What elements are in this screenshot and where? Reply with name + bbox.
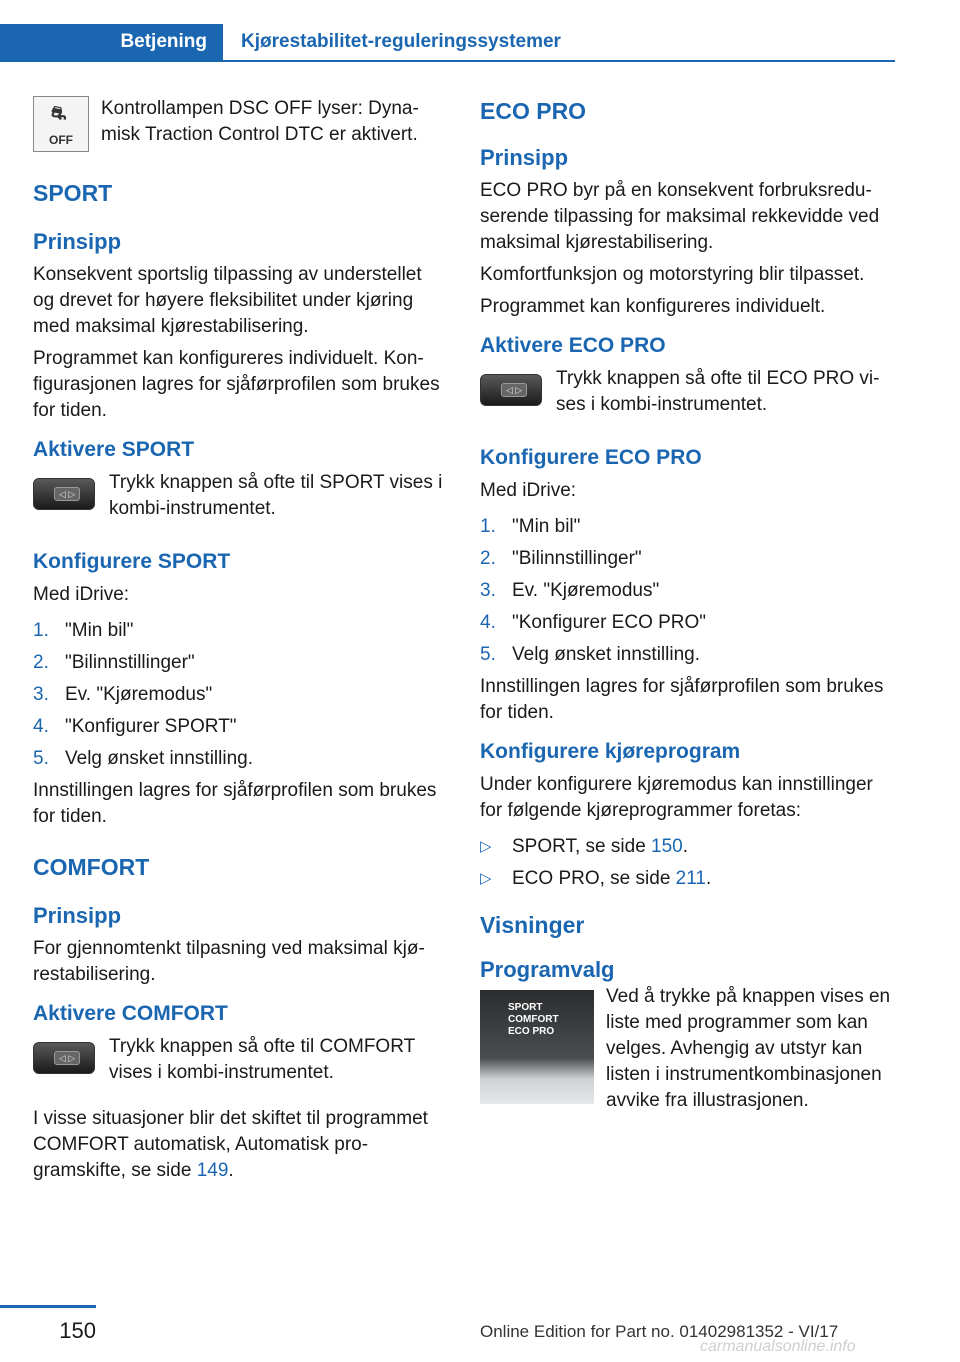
- comfort-activate-row: [33, 1034, 448, 1086]
- list-item: 2. "Bilinnstillinger": [480, 548, 642, 569]
- page-link-211[interactable]: 211: [675, 868, 706, 889]
- ecopro-configure-heading: Konfigurere ECO PRO: [480, 446, 702, 469]
- page-link-150[interactable]: 150: [651, 836, 683, 857]
- list-item: 4. "Konfigurer SPORT": [33, 716, 237, 737]
- ecopro-steps: [480, 514, 895, 668]
- ecopro-saved-note: Innstillingen lagres for sjåførprofilen som brukes for tiden.: [480, 676, 884, 723]
- list-item: 1. "Min bil": [33, 620, 134, 641]
- programvalg-row: [480, 984, 895, 1114]
- edition-text: Online Edition for Part no. 01402981352 - VI/17: [480, 1322, 839, 1341]
- sport-principle-heading: Prinsipp: [33, 229, 122, 254]
- displays-title: Visninger: [480, 912, 585, 938]
- list-item: 5. Velg ønsket innstilling.: [33, 748, 253, 769]
- comfort-activate-text: Trykk knappen så ofte til COMFORT vises i kombi-instrumentet.: [109, 1036, 415, 1083]
- comfort-principle-text: For gjennomtenkt tilpasning ved maksimal kjørestabilisering.: [33, 938, 425, 985]
- list-item: 5. Velg ønsket innstilling.: [480, 644, 700, 665]
- list-item: 1. "Min bil": [480, 516, 581, 537]
- sport-steps: [33, 618, 448, 772]
- ecopro-activate-row: [480, 366, 895, 418]
- right-column: [480, 96, 895, 1114]
- comfort-title: COMFORT: [33, 854, 150, 880]
- ecopro-activate-heading: Aktivere ECO PRO: [480, 334, 666, 357]
- comfort-activate-heading: Aktivere COMFORT: [33, 1002, 228, 1025]
- programvalg-heading: Programvalg: [480, 957, 615, 982]
- dsc-text: Kontrollampen DSC OFF lyser: Dynamisk Traction Control DTC er aktivert.: [101, 98, 419, 145]
- program-bullets: [480, 834, 895, 892]
- mode-button-icon: ◁ ▷: [480, 374, 542, 406]
- watermark: carmanualsonline.info: [700, 1338, 856, 1355]
- page-number: 150: [59, 1318, 96, 1343]
- left-column: [33, 96, 448, 1184]
- list-item: ▷ SPORT, se side 150.: [480, 834, 895, 860]
- ecopro-activate-text: Trykk knappen så ofte til ECO PRO vises i kombi-instrumentet.: [556, 368, 880, 415]
- dsc-off-icon: [33, 96, 89, 152]
- sport-principle-text: Konsekvent sportslig tilpassing av understellet og drevet for høyere fleksibilitet under kjøring med maksimal kjørestabilisering.: [33, 264, 422, 337]
- list-item: 3. Ev. "Kjøremodus": [33, 684, 213, 705]
- header-rule: [0, 60, 895, 62]
- sport-title: SPORT: [33, 180, 113, 206]
- sport-activate-text: Trykk knappen så ofte til SPORT vises i kombi-instrumentet.: [109, 472, 443, 519]
- comfort-auto-text: I visse situasjoner blir det skiftet til programmet COMFORT automatisk, Automatisk programskifte, se side 149.: [33, 1108, 428, 1181]
- sport-activate-row: [33, 470, 448, 522]
- list-item: ▷ ECO PRO, se side 211.: [480, 866, 895, 892]
- sport-configure-intro: Med iDrive:: [33, 584, 130, 605]
- dsc-off-label: OFF: [49, 133, 73, 147]
- triangle-bullet-icon: ▷: [480, 870, 492, 887]
- list-item: 4. "Konfigurer ECO PRO": [480, 612, 707, 633]
- ecopro-principle-text: ECO PRO byr på en konsekvent forbruksreduserende tilpassing for maksimal rekkevidde ved maksimal kjørestabilisering.: [480, 180, 880, 253]
- mode-button-icon: ◁ ▷: [33, 1042, 95, 1074]
- chapter-title: Kjørestabilitet-reguleringssystemer: [241, 31, 561, 52]
- page-header: [0, 24, 895, 62]
- list-item: 3. Ev. "Kjøremodus": [480, 580, 660, 601]
- ecopro-principle-heading: Prinsipp: [480, 145, 569, 170]
- footer-rule: [0, 1305, 96, 1308]
- ecopro-comfort-note: Komfortfunksjon og motorstyring blir tilpasset.: [480, 264, 865, 285]
- ecopro-configure-intro: Med iDrive:: [480, 480, 577, 501]
- instrument-display-image: [480, 990, 594, 1104]
- ecopro-config-note: Programmet kan konfigureres individuelt.: [480, 296, 826, 317]
- programvalg-text: Ved å trykke på knappen vises en liste med programmer som kan velges. Avhengig av utstyr kan listen i instrumentkombinasjonen avvike fra illustrasjonen.: [606, 986, 891, 1111]
- sport-config-note: Programmet kan konfigureres individuelt. Konfigurasjonen lagres for sjåførprofilen som brukes for tiden.: [33, 348, 440, 421]
- screen-item-comfort: COMFORT: [508, 1014, 559, 1025]
- mode-button-icon: ◁ ▷: [33, 478, 95, 510]
- sport-activate-heading: Aktivere SPORT: [33, 438, 195, 461]
- page-link-149[interactable]: 149: [196, 1160, 229, 1181]
- section-tab: Betjening: [0, 24, 223, 60]
- ecopro-title: ECO PRO: [480, 98, 587, 124]
- sport-saved-note: Innstillingen lagres for sjåførprofilen som brukes for tiden.: [33, 780, 437, 827]
- program-heading: Konfigurere kjøreprogram: [480, 740, 741, 763]
- triangle-bullet-icon: ▷: [480, 838, 492, 855]
- sport-configure-heading: Konfigurere SPORT: [33, 550, 231, 573]
- car-skid-icon: ⛐: [51, 103, 67, 123]
- dsc-note: [33, 96, 448, 152]
- program-text: Under konfigurere kjøremodus kan innstillinger for følgende kjøreprogrammer foretas:: [480, 774, 873, 821]
- screen-item-ecopro: ECO PRO: [508, 1026, 555, 1037]
- comfort-principle-heading: Prinsipp: [33, 903, 122, 928]
- screen-item-sport: SPORT: [508, 1002, 543, 1013]
- list-item: 2. "Bilinnstillinger": [33, 652, 195, 673]
